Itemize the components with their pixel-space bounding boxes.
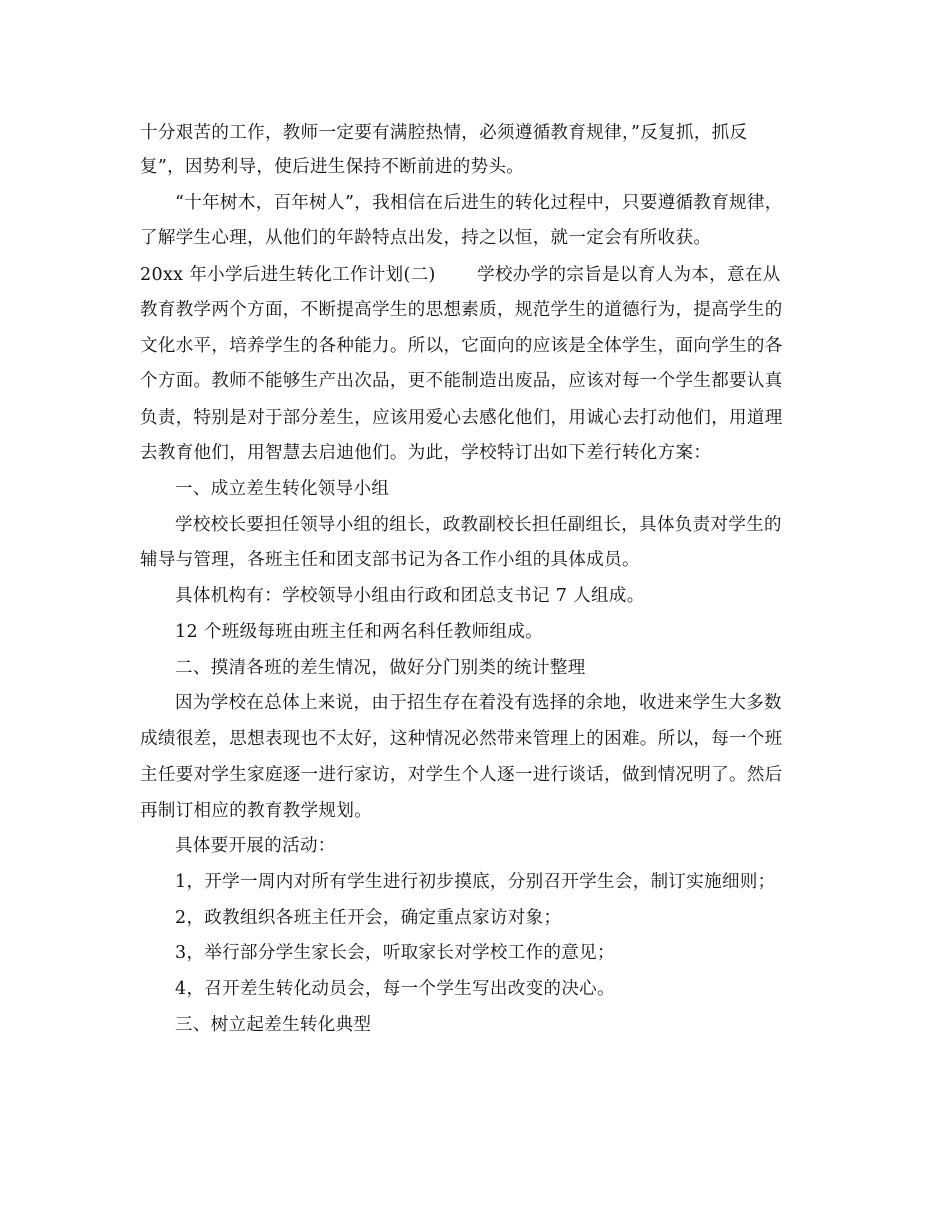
- text-line: 成绩很差，思想表现也不太好，这种情况必然带来管理上的困难。所以，每一个班: [140, 729, 783, 749]
- list-item: 3，举行部分学生家长会，听取家长对学校工作的意见；: [175, 943, 615, 963]
- section-heading: 一、成立差生转化领导小组: [175, 479, 390, 499]
- text-line: 再制订相应的教育教学规划。: [140, 801, 373, 821]
- section-heading: 二、摸清各班的差生情况，做好分门别类的统计整理: [175, 658, 586, 678]
- list-item: 4，召开差生转化动员会，每一个学生写出改变的决心。: [175, 979, 615, 999]
- text-line: 具体机构有：学校领导小组由行政和团总支书记 7 人组成。: [175, 586, 645, 606]
- text-line: “十年树木，百年树人”，我相信在后进生的转化过程中，只要遵循教育规律，: [175, 193, 783, 213]
- text-line: 了解学生心理，从他们的年龄特点出发，持之以恒，就一定会有所收获。: [140, 228, 712, 248]
- text-line: 学校校长要担任领导小组的组长，政教副校长担任副组长，具体负责对学生的: [175, 515, 782, 535]
- text-line: 文化水平，培养学生的各种能力。所以，它面向的应该是全体学生，面向学生的各: [140, 336, 783, 356]
- list-item: 1，开学一周内对所有学生进行初步摸底，分别召开学生会，制订实施细则；: [175, 872, 776, 892]
- text-line: 十分艰苦的工作，教师一定要有满腔热情，必须遵循教育规律，”反复抓，抓反: [140, 123, 748, 143]
- text-line: 主任要对学生家庭逐一进行家访，对学生个人逐一进行谈话，做到情况明了。然后: [140, 765, 783, 785]
- text-line: 去教育他们，用智慧去启迪他们。为此，学校特订出如下差行转化方案：: [140, 443, 712, 463]
- text-line: 具体要开展的活动：: [175, 836, 336, 856]
- text-line: 因为学校在总体上来说，由于招生存在着没有选择的余地，收进来学生大多数: [175, 693, 782, 713]
- text-line: 20xx 年小学后进生转化工作计划(二) 学校办学的宗旨是以育人为本，意在从: [140, 265, 781, 285]
- text-line: 负责，特别是对于部分差生，应该用爱心去感化他们，用诚心去打动他们，用道理: [140, 408, 783, 428]
- section-heading: 三、树立起差生转化典型: [175, 1015, 372, 1035]
- text-line: 个方面。教师不能够生产出次品，更不能制造出废品，应该对每一个学生都要认真: [140, 371, 783, 391]
- text-line: 复”，因势利导，使后进生保持不断前进的势头。: [140, 157, 525, 177]
- list-item: 2，政教组织各班主任开会，确定重点家访对象；: [175, 908, 562, 928]
- text-line: 12 个班级每班由班主任和两名科任教师组成。: [175, 622, 544, 642]
- text-line: 教育教学两个方面，不断提高学生的思想素质，规范学生的道德行为，提高学生的: [140, 300, 783, 320]
- text-line: 辅导与管理，各班主任和团支部书记为各工作小组的具体成员。: [140, 550, 640, 570]
